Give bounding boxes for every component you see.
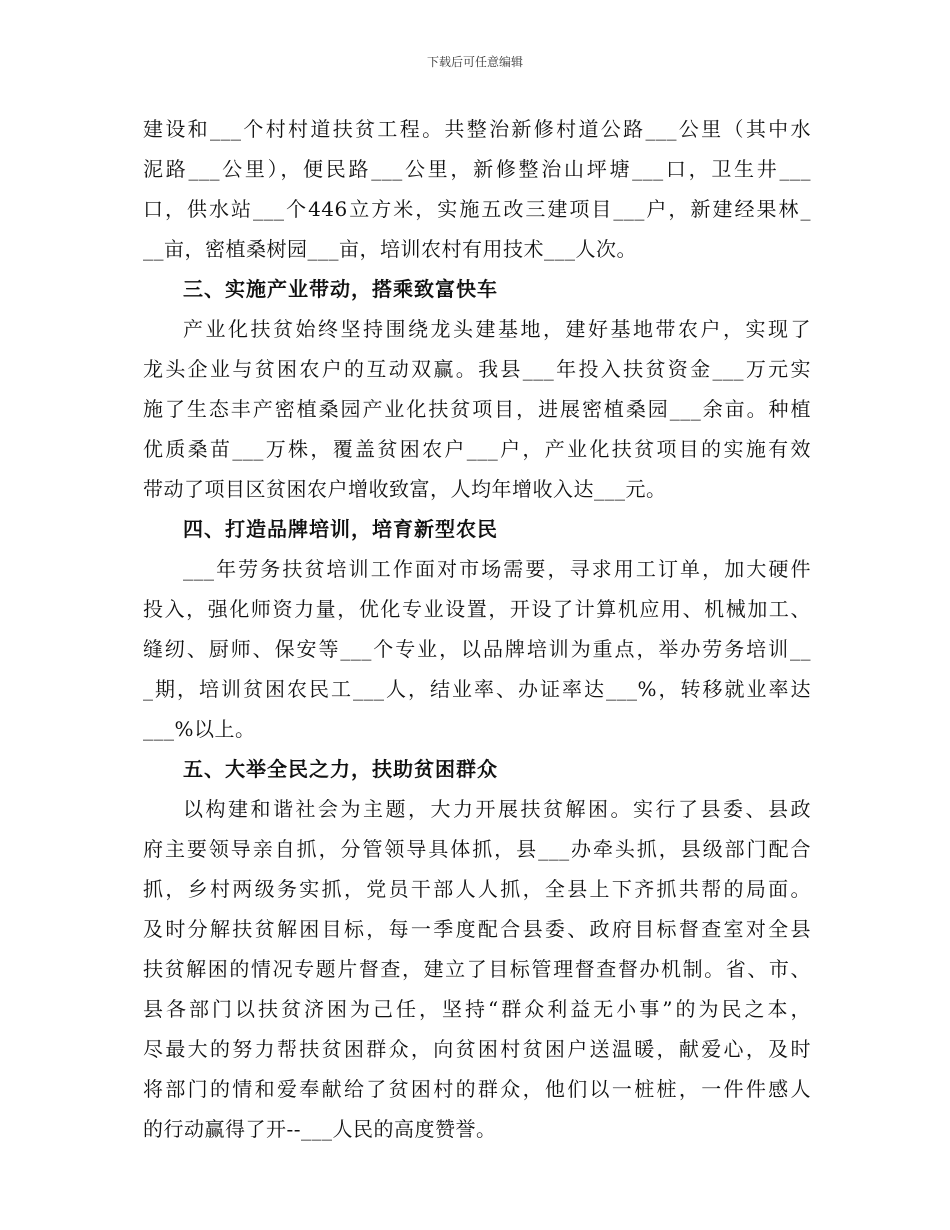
page-header-note: 下载后可任意编辑: [426, 55, 523, 69]
section3-paragraph: [143, 309, 811, 509]
paragraph-line: 产业化扶贫始终坚持围绕龙头建基地，建好基地带农户，实现了: [183, 317, 811, 341]
paragraph-line: 扶贫解困的情况专题片督查，建立了目标管理督查督办机制。省、市、: [143, 957, 811, 981]
paragraph-line: ___%以上。: [143, 717, 256, 741]
paragraph-line: 投入，强化师资力量，优化专业设置，开设了计算机应用、机械加工、: [143, 597, 811, 621]
section4-paragraph: [143, 549, 811, 749]
paragraph-line: 优质桑苗___万株，覆盖贫困农户___户，产业化扶贫项目的实施有效: [143, 437, 811, 461]
paragraph-line: __亩，密植桑树园___亩，培训农村有用技术___人次。: [143, 237, 637, 261]
paragraph-line: 以构建和谐社会为主题，大力开展扶贫解困。实行了县委、县政: [183, 797, 811, 821]
paragraph-line: 龙头企业与贫困农户的互动双赢。我县___年投入扶贫资金___万元实: [143, 357, 811, 381]
paragraph-line: 的行动赢得了开--___人民的高度赞誉。: [143, 1117, 497, 1141]
paragraph-line: 建设和___个村村道扶贫工程。共整治新修村道公路___公里（其中水: [143, 117, 811, 141]
paragraph-line: 及时分解扶贫解困目标，每一季度配合县委、政府目标督查室对全县: [143, 917, 811, 941]
paragraph-line: 施了生态丰产密植桑园产业化扶贫项目，进展密植桑园___余亩。种植: [143, 397, 811, 421]
paragraph-line: 将部门的情和爱奉献给了贫困村的群众，他们以一桩桩，一件件感人: [143, 1077, 811, 1101]
paragraph-line: 缝纫、厨师、保安等___个专业，以品牌培训为重点，举办劳务培训__: [143, 637, 811, 661]
paragraph-line: 泥路___公里），便民路___公里，新修整治山坪塘___口，卫生井___: [143, 157, 811, 181]
paragraph-line: 口，供水站___个446立方米，实施五改三建项目___户，新建经果林_: [143, 197, 811, 221]
paragraph-line: 抓，乡村两级务实抓，党员干部人人抓，全县上下齐抓共帮的局面。: [143, 877, 811, 901]
section-heading-5: 五、大举全民之力，扶助贫困群众: [183, 757, 498, 781]
section-heading-4: 四、打造品牌培训，培育新型农民: [183, 517, 498, 541]
section-heading-3: 三、实施产业带动，搭乘致富快车: [183, 277, 498, 301]
paragraph-line: 府主要领导亲自抓，分管领导具体抓，县___办牵头抓，县级部门配合: [143, 837, 811, 861]
section2-tail-paragraph: [143, 109, 811, 269]
paragraph-line: ___年劳务扶贫培训工作面对市场需要，寻求用工订单，加大硬件: [183, 557, 811, 581]
section5-paragraph: [143, 789, 811, 1149]
paragraph-line: 带动了项目区贫困农户增收致富，人均年增收入达___元。: [143, 477, 667, 501]
paragraph-line: 尽最大的努力帮扶贫困群众，向贫困村贫困户送温暖，献爱心，及时: [143, 1037, 811, 1061]
document-body: [143, 109, 811, 1149]
paragraph-line: 县各部门以扶贫济困为己任，坚持“群众利益无小事”的为民之本，: [143, 997, 811, 1021]
paragraph-line: _期，培训贫困农民工___人，结业率、办证率达___%，转移就业率达: [143, 677, 811, 701]
